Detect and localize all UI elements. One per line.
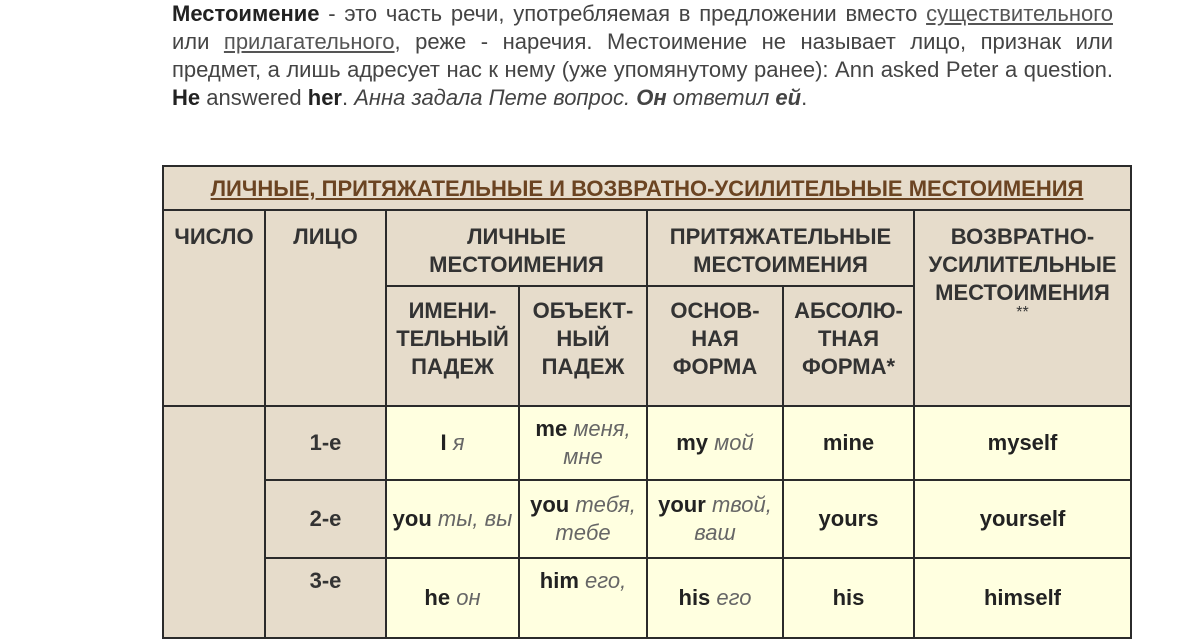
term-label: Местоимение	[172, 1, 320, 26]
header-reflexive-label: ВОЗВРАТНО-УСИЛИТЕЛЬНЫЕ МЕСТОИМЕНИЯ	[928, 224, 1117, 305]
english-word: myself	[987, 430, 1058, 455]
english-word: yours	[818, 506, 879, 531]
russian-translation: твой, ваш	[694, 492, 772, 545]
example-her: her	[307, 85, 342, 110]
paragraph-text: - это часть речи, употребляемая в предложении вместо	[319, 1, 927, 26]
russian-translation: он	[456, 585, 481, 610]
table-caption: ЛИЧНЫЕ, ПРИТЯЖАТЕЛЬНЫЕ И ВОЗВРАТНО-УСИЛИТЕЛЬНЫЕ МЕСТОИМЕНИЯ	[163, 166, 1131, 210]
person-cell: 2-е	[265, 480, 386, 558]
nominative-cell	[386, 558, 519, 638]
header-basic-form: ОСНОВ-НАЯ ФОРМА	[647, 286, 783, 406]
absolute-form-cell	[783, 480, 914, 558]
header-number: ЧИСЛО	[163, 210, 265, 406]
basic-form-cell	[647, 406, 783, 480]
table-row	[163, 558, 1131, 638]
english-word: you	[530, 492, 570, 517]
number-cell	[163, 406, 265, 638]
noun-link[interactable]: существительного	[926, 1, 1113, 26]
objective-cell	[519, 558, 647, 638]
absolute-form-cell	[783, 406, 914, 480]
english-word: my	[676, 430, 709, 455]
russian-translation: тебя, тебе	[555, 492, 636, 545]
translation-he: Он	[636, 85, 667, 110]
english-word: yourself	[979, 506, 1066, 531]
translation-text: ответил	[666, 85, 776, 110]
english-word: his	[678, 585, 711, 610]
russian-translation: ты, вы	[437, 506, 513, 531]
russian-translation: его,	[585, 568, 627, 593]
absolute-form-cell	[783, 558, 914, 638]
example-he: He	[172, 85, 201, 110]
translation-her: ей	[775, 85, 802, 110]
header-reflexive-note: **	[1016, 304, 1029, 321]
english-word: me	[535, 416, 568, 441]
table-row	[163, 406, 1131, 480]
english-word: mine	[822, 430, 875, 455]
header-person: ЛИЦО	[265, 210, 386, 406]
paragraph-text: answered	[200, 85, 308, 110]
paragraph-text: .	[801, 85, 808, 110]
objective-cell	[519, 406, 647, 480]
objective-cell	[519, 480, 647, 558]
header-personal: ЛИЧНЫЕ МЕСТОИМЕНИЯ	[386, 210, 647, 286]
table-row	[163, 480, 1131, 558]
english-word: you	[392, 506, 432, 531]
nominative-cell	[386, 406, 519, 480]
reflexive-cell	[914, 558, 1131, 638]
russian-translation: я	[452, 430, 465, 455]
english-word: himself	[983, 585, 1062, 610]
header-reflexive	[914, 210, 1131, 406]
paragraph-text: или	[172, 29, 224, 54]
header-possessive: ПРИТЯЖАТЕЛЬНЫЕ МЕСТОИМЕНИЯ	[647, 210, 914, 286]
basic-form-cell	[647, 480, 783, 558]
english-word: I	[440, 430, 447, 455]
english-word: your	[658, 492, 706, 517]
reflexive-cell	[914, 480, 1131, 558]
paragraph-text: , реже - наречия. Местоимение не называет лицо, признак или предмет, а лишь адресует нас к нему (уже упомянутому ранее): Ann asked Peter a question.	[172, 29, 1113, 82]
basic-form-cell	[647, 558, 783, 638]
header-objective: ОБЪЕКТ-НЫЙ ПАДЕЖ	[519, 286, 647, 406]
pronoun-table-wrapper	[162, 165, 1130, 639]
intro-paragraph	[172, 0, 1113, 112]
translation-text: Анна задала Пете вопрос.	[354, 85, 637, 110]
russian-translation: меня, мне	[563, 416, 631, 469]
russian-translation: его	[716, 585, 752, 610]
english-word: his	[832, 585, 865, 610]
nominative-cell	[386, 480, 519, 558]
paragraph-text: .	[342, 85, 355, 110]
person-cell: 3-е	[265, 558, 386, 638]
person-cell: 1-е	[265, 406, 386, 480]
header-nominative: ИМЕНИ-ТЕЛЬНЫЙ ПАДЕЖ	[386, 286, 519, 406]
header-absolute-form: АБСОЛЮ-ТНАЯ ФОРМА*	[783, 286, 914, 406]
reflexive-cell	[914, 406, 1131, 480]
english-word: he	[424, 585, 451, 610]
adjective-link[interactable]: прилагательного	[223, 29, 395, 54]
english-word: him	[539, 568, 579, 593]
pronoun-table	[162, 165, 1132, 639]
russian-translation: мой	[714, 430, 754, 455]
